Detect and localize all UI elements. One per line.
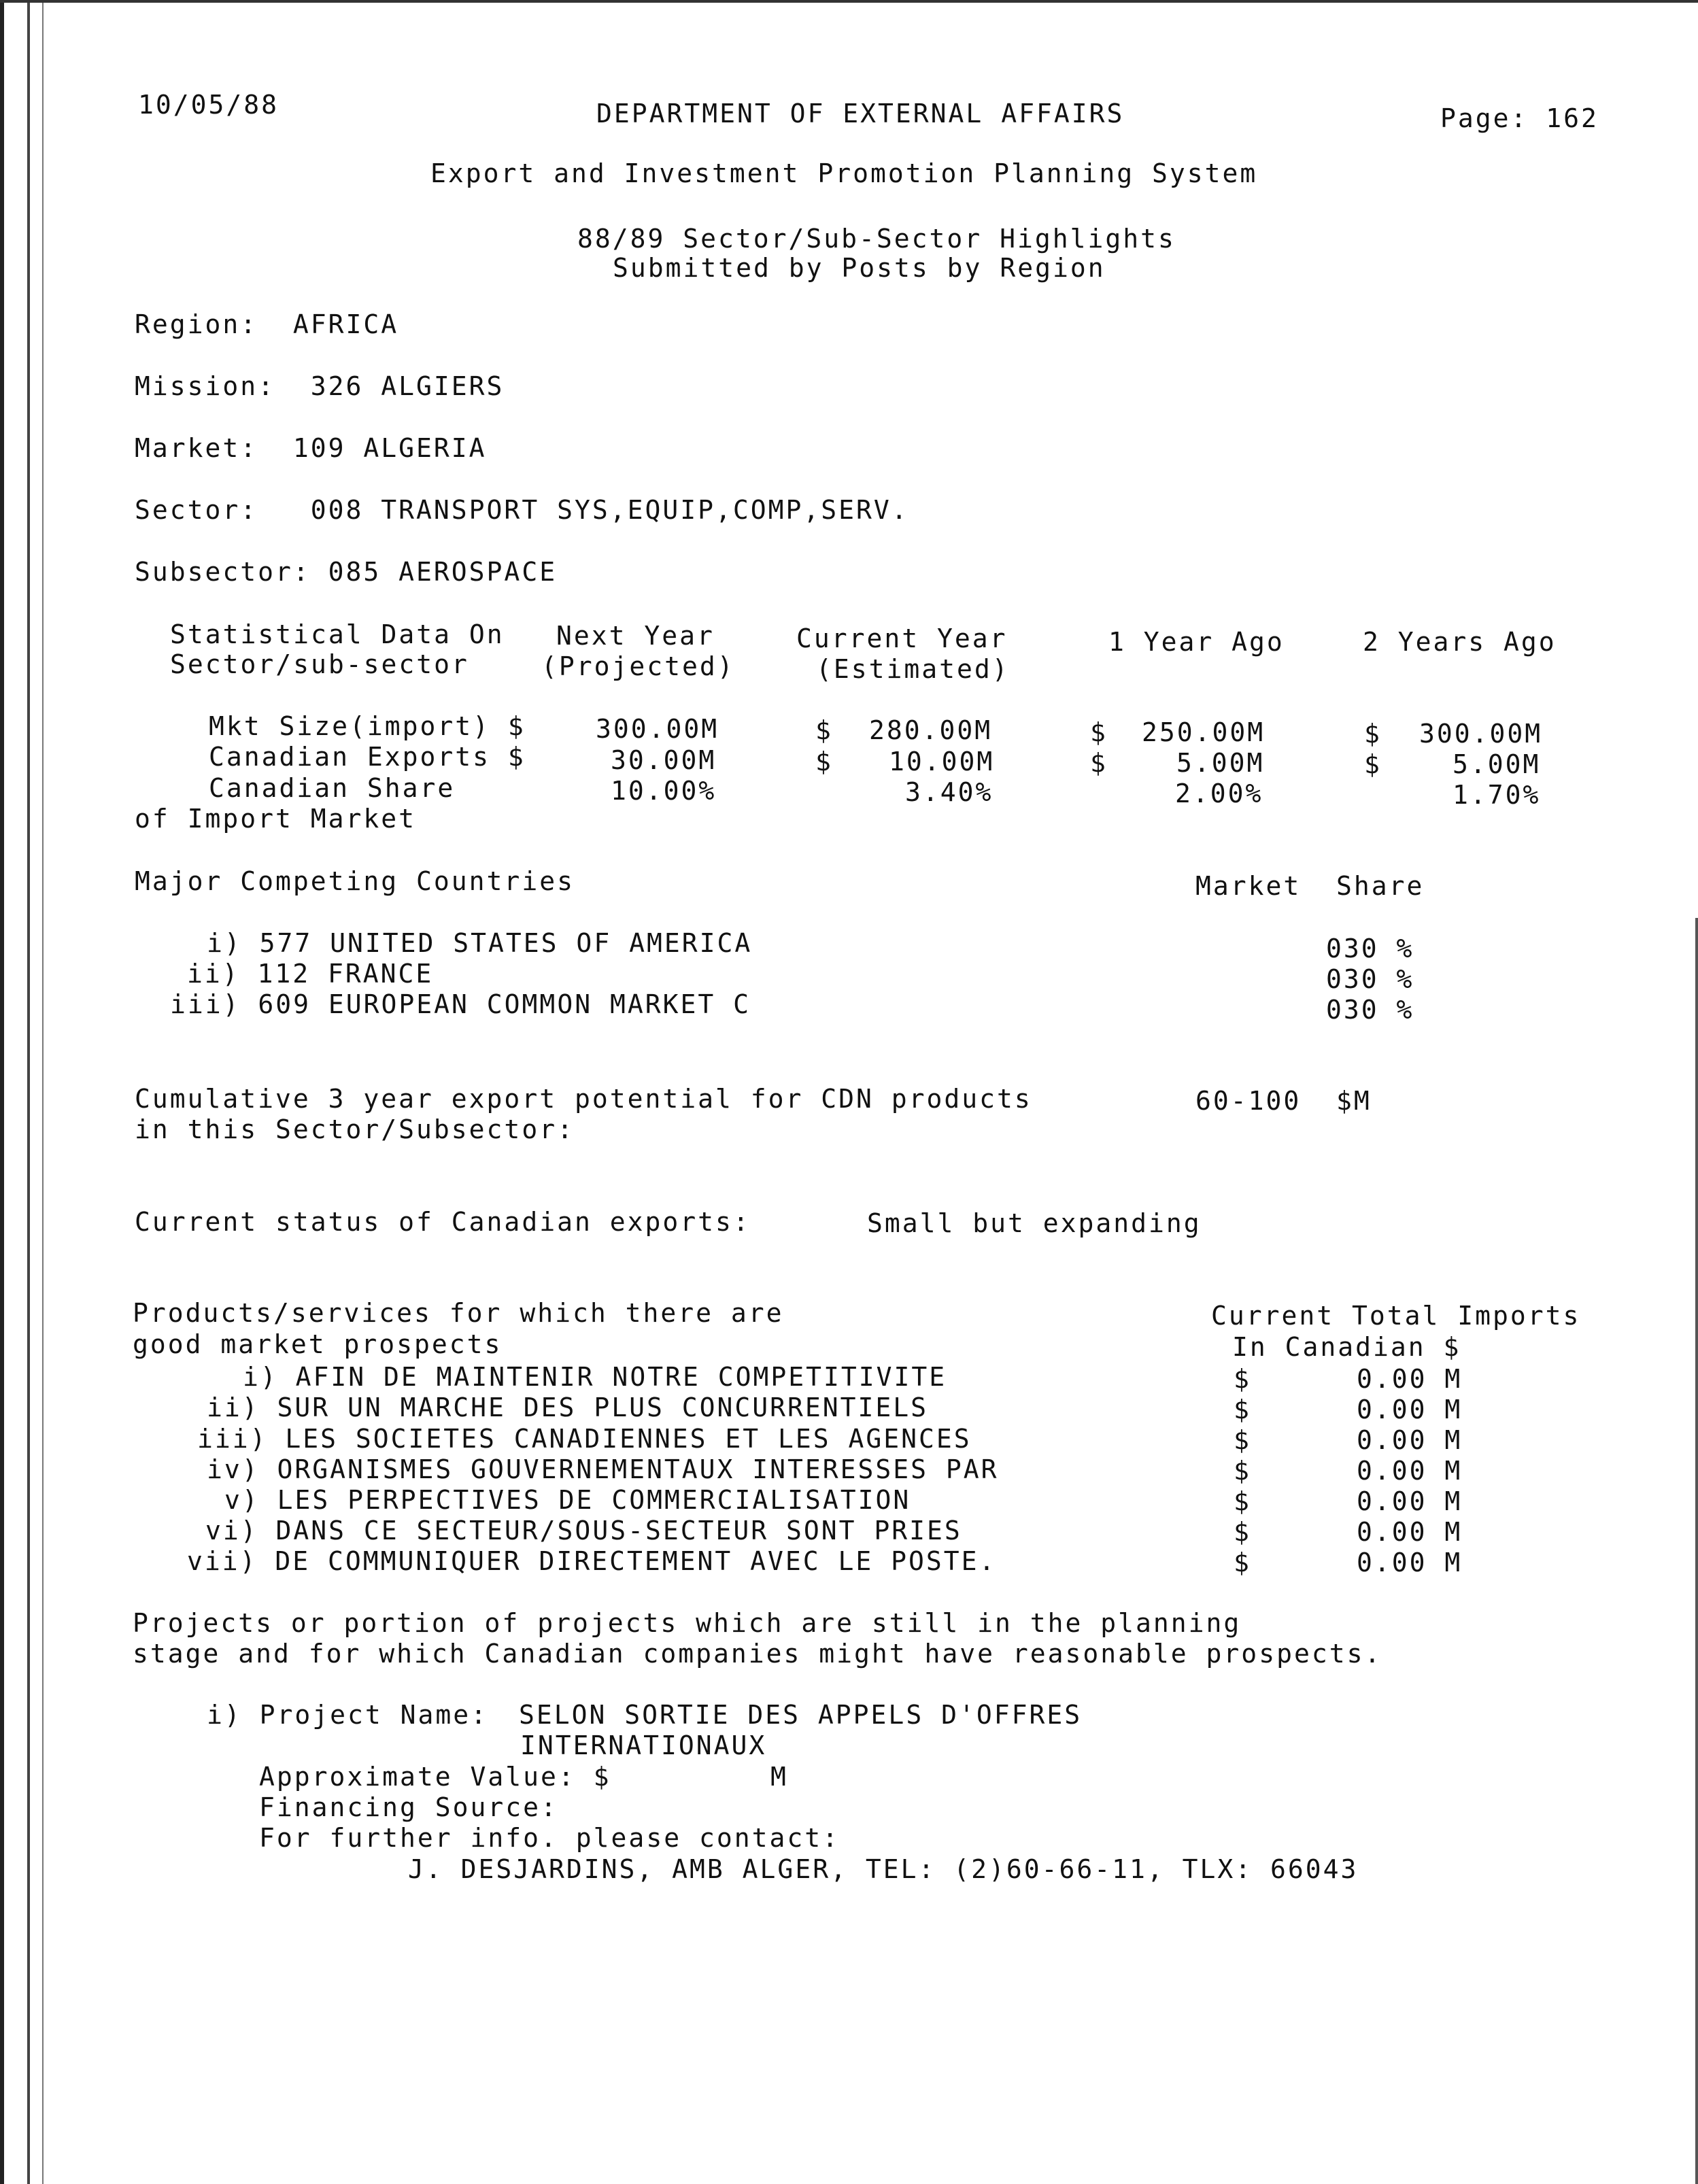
col-header-1-year-ago: 1 Year Ago: [1108, 627, 1285, 657]
competitor-item: iii) 609 EUROPEAN COMMON MARKET C: [170, 989, 751, 1019]
product-item: iii) LES SOCIETES CANADIENNES ET LES AGENCES: [197, 1424, 972, 1454]
region-field: Region: AFRICA: [135, 309, 399, 339]
potential-line1: Cumulative 3 year export potential for CDN products: [135, 1084, 1032, 1114]
projects-intro-line2: stage and for which Canadian companies might have reasonable prospects.: [133, 1639, 1382, 1669]
product-item: vi) DANS CE SECTEUR/SOUS-SECTEUR SONT PRIES: [205, 1516, 962, 1546]
status-value: Small but expanding: [867, 1208, 1202, 1238]
product-currency: $: [1234, 1364, 1251, 1394]
product-currency: $: [1234, 1486, 1251, 1516]
cell-currency: $: [815, 747, 833, 777]
cell-currency: $: [1364, 749, 1382, 779]
product-value: 0.00 M: [1357, 1456, 1463, 1486]
product-value: 0.00 M: [1357, 1548, 1463, 1577]
system-name: Export and Investment Promotion Planning System: [430, 158, 1258, 188]
cell-value: 5.00M: [1176, 748, 1265, 778]
competitor-item: ii) 112 FRANCE: [187, 959, 434, 989]
approximate-value-unit: M: [770, 1762, 788, 1792]
product-currency: $: [1234, 1548, 1251, 1577]
col-header-current-year: Current Year: [796, 624, 1008, 653]
col-subheader-next-year: (Projected): [541, 651, 735, 681]
row-label-canadian-exports: Canadian Exports $: [209, 742, 526, 772]
cell-value: 250.00M: [1142, 717, 1266, 747]
imports-heading-line1: Current Total Imports: [1211, 1301, 1581, 1331]
cell-value: 10.00%: [611, 776, 717, 806]
project-name-label: i) Project Name:: [207, 1700, 489, 1730]
cell-currency: $: [1090, 748, 1108, 778]
col-header-2-years-ago: 2 Years Ago: [1363, 627, 1557, 657]
cell-value: 3.40%: [905, 777, 994, 807]
product-currency: $: [1234, 1456, 1251, 1486]
cell-value: 10.00M: [889, 747, 995, 777]
product-item: v) LES PERPECTIVES DE COMMERCIALISATION: [224, 1485, 911, 1515]
scan-edge-left: [0, 0, 4, 2184]
cell-currency: $: [815, 715, 833, 745]
market-field: Market: 109 ALGERIA: [135, 433, 487, 463]
report-title: 88/89 Sector/Sub-Sector Highlights: [577, 224, 1176, 254]
projects-intro-line1: Projects or portion of projects which are still in the planning: [133, 1608, 1242, 1638]
competitor-item: i) 577 UNITED STATES OF AMERICA: [207, 928, 753, 958]
scan-edge-right: [1695, 918, 1698, 2184]
project-name: SELON SORTIE DES APPELS D'OFFRES: [519, 1700, 1083, 1730]
product-currency: $: [1234, 1395, 1251, 1424]
approximate-value-label: Approximate Value: $: [259, 1762, 611, 1792]
row-label-continuation: of Import Market: [135, 804, 417, 834]
potential-line2: in this Sector/Subsector:: [135, 1114, 575, 1144]
cell-value: 300.00M: [1419, 719, 1543, 749]
cell-value: 1.70%: [1453, 780, 1541, 810]
competitor-share: 030 %: [1326, 934, 1414, 963]
product-currency: $: [1234, 1425, 1251, 1455]
product-item: ii) SUR UN MARCHE DES PLUS CONCURRENTIELS: [207, 1393, 928, 1422]
sector-field: Sector: 008 TRANSPORT SYS,EQUIP,COMP,SERV.: [135, 495, 909, 525]
competitor-share: 030 %: [1326, 964, 1414, 994]
row-label-mkt-size: Mkt Size(import) $: [209, 711, 526, 741]
stats-label-line1: Statistical Data On: [170, 619, 505, 649]
page-number: Page: 162: [1440, 103, 1599, 133]
report-subtitle: Submitted by Posts by Region: [613, 253, 1106, 283]
product-value: 0.00 M: [1357, 1486, 1463, 1516]
product-value: 0.00 M: [1357, 1364, 1463, 1394]
product-item: iv) ORGANISMES GOUVERNEMENTAUX INTERESSES PAR: [207, 1454, 999, 1484]
department-name: DEPARTMENT OF EXTERNAL AFFAIRS: [596, 99, 1125, 129]
contact-details: J. DESJARDINS, AMB ALGER, TEL: (2)60-66-11, TLX: 66043: [408, 1854, 1359, 1884]
product-value: 0.00 M: [1357, 1425, 1463, 1455]
product-value: 0.00 M: [1357, 1395, 1463, 1424]
imports-heading-line2: In Canadian $: [1232, 1332, 1461, 1362]
project-name-continued: INTERNATIONAUX: [520, 1730, 767, 1760]
competitors-heading: Major Competing Countries: [135, 866, 575, 896]
mission-field: Mission: 326 ALGIERS: [135, 371, 505, 401]
cell-currency: $: [1090, 717, 1108, 747]
stats-label-line2: Sector/sub-sector: [170, 649, 469, 679]
scan-edge-line: [42, 0, 44, 2184]
scan-edge-line: [27, 0, 30, 2184]
competitor-share: 030 %: [1326, 995, 1414, 1025]
product-currency: $: [1234, 1517, 1251, 1547]
products-heading-line1: Products/services for which there are: [133, 1298, 784, 1328]
cell-currency: $: [1364, 719, 1382, 749]
cell-value: 280.00M: [869, 715, 993, 745]
scan-edge-top: [0, 0, 1698, 3]
potential-value: 60-100 $M: [1195, 1086, 1372, 1116]
product-item: i) AFIN DE MAINTENIR NOTRE COMPETITIVITE: [243, 1362, 947, 1392]
row-label-canadian-share: Canadian Share: [209, 773, 456, 803]
cell-value: 300.00M: [596, 714, 719, 744]
product-value: 0.00 M: [1357, 1517, 1463, 1547]
cell-value: 30.00M: [611, 745, 717, 775]
cell-value: 2.00%: [1175, 779, 1263, 808]
products-heading-line2: good market prospects: [133, 1329, 503, 1359]
col-header-next-year: Next Year: [556, 621, 715, 651]
status-label: Current status of Canadian exports:: [135, 1207, 751, 1237]
subsector-field: Subsector: 085 AEROSPACE: [135, 557, 558, 587]
market-share-heading: Market Share: [1195, 871, 1425, 901]
product-item: vii) DE COMMUNIQUER DIRECTEMENT AVEC LE POSTE.: [187, 1546, 997, 1576]
financing-source-label: Financing Source:: [259, 1792, 558, 1822]
cell-value: 5.00M: [1453, 749, 1541, 779]
contact-label: For further info. please contact:: [259, 1823, 840, 1853]
report-date: 10/05/88: [138, 90, 279, 120]
col-subheader-current-year: (Estimated): [816, 654, 1010, 684]
